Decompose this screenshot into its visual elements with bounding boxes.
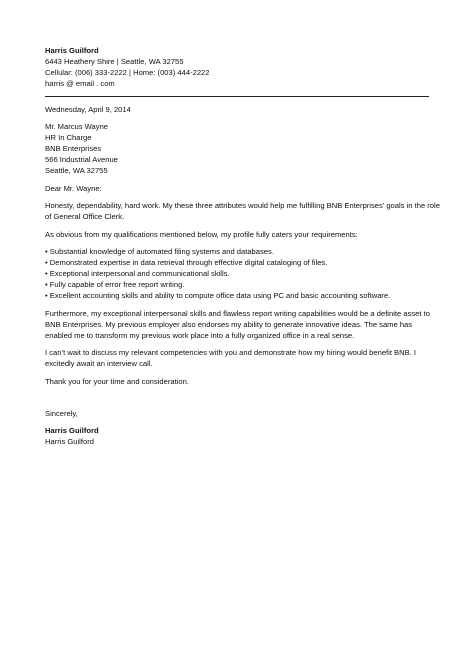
qualification-item: • Demonstrated expertise in data retrieval through effective digital cataloging of files.: [45, 257, 440, 268]
letter-body: [45, 45, 440, 447]
sender-email: harris @ email . com: [45, 79, 115, 88]
thanks-paragraph: Thank you for your time and consideration.: [45, 376, 189, 386]
qualification-item: • Excellent accounting skills and ability to compute office data using PC and basic accounting software.: [45, 290, 440, 301]
sender-address: 6443 Heathery Shire | Seattle, WA 32755: [45, 57, 184, 66]
sender-header: [45, 45, 440, 89]
recipient-block: [45, 121, 440, 176]
qualification-item: • Exceptional interpersonal and communicational skills.: [45, 268, 440, 279]
recipient-city: Seattle, WA 32755: [45, 166, 108, 175]
sender-name: Harris Guilford: [45, 46, 99, 55]
qualifications-lead: As obvious from my qualifications mentioned below, my profile fully caters your requirements:: [45, 229, 358, 239]
qualification-item: • Fully capable of error free report writing.: [45, 279, 440, 290]
qualification-item: • Substantial knowledge of automated filing systems and databases.: [45, 246, 440, 257]
intro-paragraph: Honesty, dependability, hard work. My these three attributes would help me fulfilling BNB Enterprises’ goals in the role of General Office Clerk.: [45, 201, 440, 221]
recipient-title: HR In Charge: [45, 133, 92, 142]
qualifications-list: [45, 246, 440, 301]
recipient-street: 566 Industrial Avenue: [45, 155, 118, 164]
salutation: Dear Mr. Wayne:: [45, 183, 102, 193]
furthermore-paragraph: Furthermore, my exceptional interpersonal skills and flawless report writing capabilities would be a definite asset to BNB Enterprises. My previous employer also endorses my ability to generate innovative ideas. The same has enabled me to transform my previous work place into a fully organized office in a real sense.: [45, 308, 430, 340]
signoff-name-bold: Harris Guilford: [45, 425, 99, 435]
sender-phones: Cellular: (006) 333-2222 | Home: (003) 444-2222: [45, 68, 210, 77]
signoff-name: Harris Guilford: [45, 436, 94, 446]
header-divider: [45, 96, 429, 97]
letter-date: Wednesday, April 9, 2014: [45, 105, 131, 114]
recipient-company: BNB Enterprises: [45, 144, 102, 153]
recipient-name: Mr. Marcus Wayne: [45, 122, 109, 131]
closing-wait-paragraph: I can’t wait to discuss my relevant competencies with you and demonstrate how my hiring would benefit BNB. I excitedly await an interview call.: [45, 348, 417, 368]
signoff-closing: Sincerely,: [45, 408, 78, 418]
